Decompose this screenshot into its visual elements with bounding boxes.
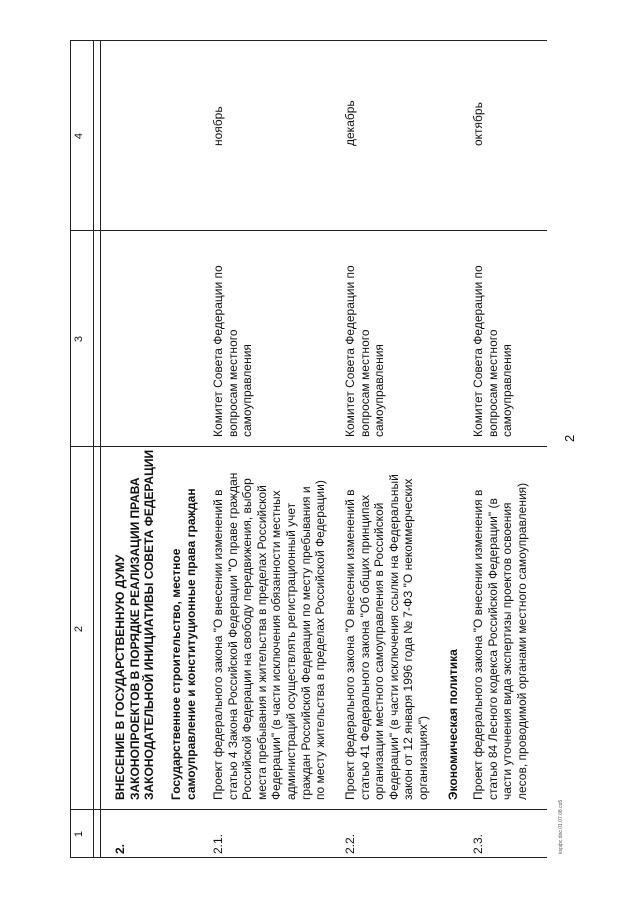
row-responsible [343,237,387,437]
row-deadline: октябрь [471,102,485,146]
column-divider [71,857,547,858]
row-deadline: декабрь [343,100,357,146]
text-line: самоуправления [500,344,515,437]
title-line: ЗАКОНОПРОЕКТОВ В ПОРЯДКЕ РЕАЛИЗАЦИИ ПРАВА [127,477,142,800]
column-header: 2 [73,625,85,633]
text-line: самоуправления [372,344,387,437]
text-line: вопросам местного [225,329,240,437]
row-number: 2.3. [471,833,485,854]
text-line: вопросам местного [485,329,500,437]
text-line: Проект федерального закона "О внесении изменения в [471,489,485,800]
text-line: Комитет Совета Федерации по [471,265,485,437]
section-title [113,380,157,800]
text-line: граждан Российской Федерации по месту пребывания и [298,486,313,800]
row-description [471,440,529,800]
text-line: лесов, проводимой органами местного самоуправления) [514,482,529,800]
text-line: администраций осуществлять регистрационный учет [283,502,298,800]
heading-line: Государственное строительство, местное [169,548,183,800]
text-line: Российской Федерации на свободу передвижения, выбор [240,478,255,800]
text-line: Комитет Совета Федерации по [343,265,357,437]
column-header: 3 [73,335,85,343]
text-line: части уточнения вида экспертизы проектов освоения [500,502,515,800]
row-description [343,440,431,800]
column-divider [71,40,547,41]
section-number: 2. [113,843,127,854]
title-line: ЗАКОНОДАТЕЛЬНОЙ ИНИЦИАТИВЫ СОВЕТА ФЕДЕРАЦИИ [142,449,157,800]
subsection-heading [169,440,198,800]
text-line: Федерации" (в части исключения обязанности местных [269,490,284,800]
text-line: самоуправления [240,344,255,437]
heading-line: самоуправление и конституционные права граждан [183,488,198,800]
text-line: Проект федерального закона "О внесении изменений в [211,489,225,800]
row-number: 2.2. [343,833,357,854]
text-line: организациях") [415,716,430,800]
row-description [211,440,328,800]
row-responsible [471,237,515,437]
text-line: организации местного самоуправления в Российской [372,502,387,800]
text-line: Проект федерального закона "О внесении изменений в [343,489,357,800]
text-line: статью 41 Федерального закона "Об общих принципах [357,494,372,800]
row-deadline: ноябрь [211,106,225,146]
column-header: 4 [73,132,85,140]
column-divider [71,809,547,810]
page-number: 2 [562,434,577,442]
heading-line: Экономическая политика [446,649,460,800]
row-number: 2.1. [211,833,225,854]
text-line: статью 4 Закона Российской Федерации "О праве граждан [225,472,240,800]
text-line: Федерации" (в части исключения ссылки на Федеральный [386,474,401,800]
subsection-heading [446,440,461,800]
column-divider [71,230,547,231]
text-line: места пребывания и жительства в пределах Российской [254,485,269,800]
column-header: 1 [73,830,85,838]
text-line: Комитет Совета Федерации по [211,265,225,437]
title-line: ВНЕСЕНИЕ В ГОСУДАРСТВЕННУЮ ДУМУ [113,554,127,800]
header-separator [93,40,94,858]
text-line: вопросам местного [357,329,372,437]
text-line: статью 84 Лесного кодекса Российской Федерации" (в [485,498,500,800]
text-line: по месту жительства в пределах Российской Федерации) [313,480,328,800]
footer-file-code: ksрфс.doc 01.07.08 со5 [558,799,564,854]
plan-table [70,40,547,858]
text-line: закон от 12 января 1996 года № 7-ФЗ "О некоммерческих [401,478,416,800]
header-separator-double [100,40,101,858]
row-responsible [211,237,255,437]
